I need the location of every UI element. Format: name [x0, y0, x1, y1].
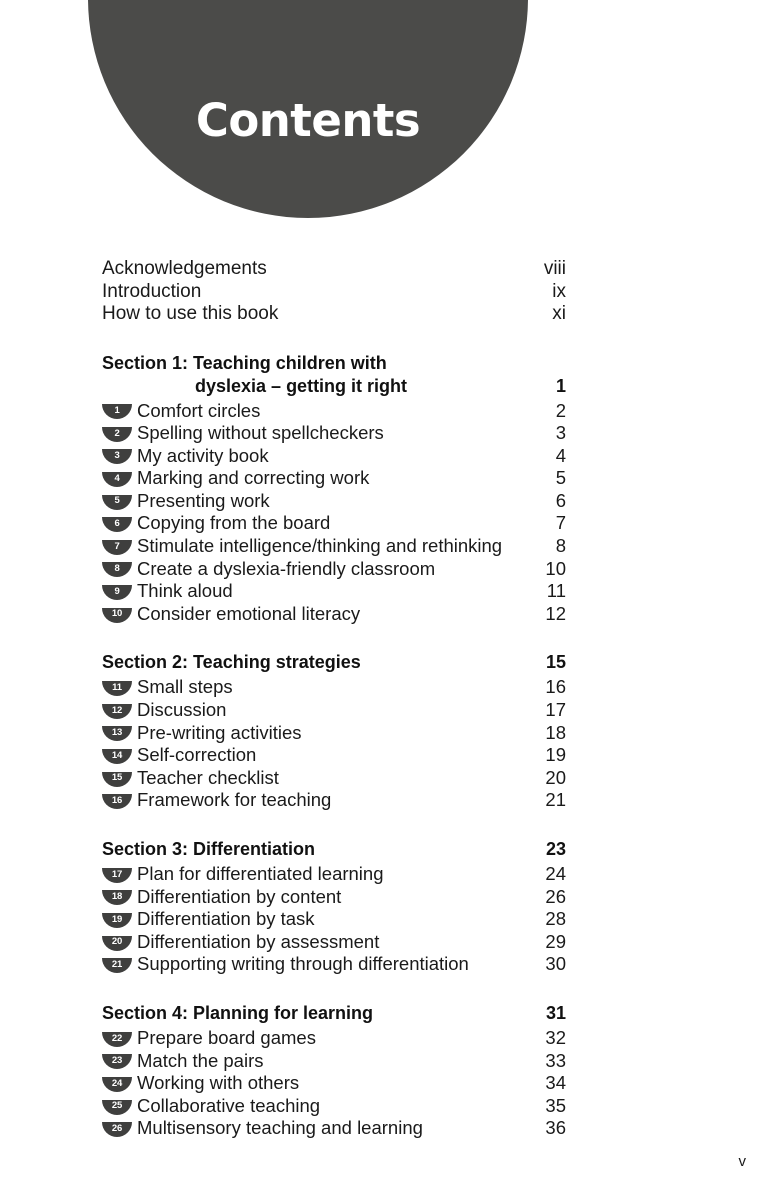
- toc-entry-label: Multisensory teaching and learning: [137, 1117, 423, 1139]
- front-matter-label: Introduction: [102, 280, 202, 302]
- toc-entry-label: Small steps: [137, 676, 233, 698]
- entry-number: 18: [111, 891, 123, 903]
- section-heading-line-1: Section 1: Teaching children with: [102, 352, 387, 373]
- section-heading-text: [102, 838, 536, 861]
- entry-number: 7: [114, 540, 120, 552]
- section-heading-line-1: Section 4: Planning for learning: [102, 1002, 374, 1023]
- toc-entry-label: Working with others: [137, 1072, 300, 1094]
- front-matter-row[interactable]: [102, 303, 566, 326]
- section-entries: [102, 676, 566, 812]
- entry-number-badge-icon: [102, 913, 132, 928]
- toc-entry-label: Self-correction: [137, 744, 257, 766]
- section-block: [102, 838, 566, 976]
- entry-number-badge-icon: [102, 608, 132, 623]
- entry-number: 2: [114, 427, 120, 439]
- toc-entry-row[interactable]: [102, 699, 566, 722]
- toc-entry-row[interactable]: [102, 603, 566, 626]
- toc-entry-row[interactable]: [102, 1072, 566, 1095]
- entry-number-badge-icon: [102, 958, 132, 973]
- toc-entry-row[interactable]: [102, 953, 566, 976]
- folio-page-number: v: [738, 1153, 746, 1170]
- entry-number-badge-icon: [102, 681, 132, 696]
- toc-entry-page-number: 11: [546, 580, 566, 602]
- toc-entry-row[interactable]: [102, 1027, 566, 1050]
- entry-number-badge-icon: [102, 1054, 132, 1069]
- toc-entry-page-number: 2: [555, 399, 566, 421]
- entry-number-badge-icon: [102, 772, 132, 787]
- section-entries: [102, 1027, 566, 1140]
- entry-number-badge-icon: [102, 1077, 132, 1092]
- section-page-number: 23: [545, 839, 566, 859]
- entry-number: 17: [111, 868, 123, 880]
- toc-entry-page-number: 7: [555, 512, 566, 534]
- entry-number: 11: [112, 681, 122, 693]
- section-heading-row[interactable]: [102, 651, 566, 674]
- section-block: [102, 1002, 566, 1140]
- contents-header-banner: [88, 0, 528, 218]
- entry-number: 9: [114, 585, 120, 597]
- entry-number: 13: [111, 727, 123, 739]
- toc-entry-label: Match the pairs: [137, 1049, 264, 1071]
- front-matter-list: [102, 258, 566, 326]
- section-page-number: 15: [545, 652, 566, 673]
- entry-number: 15: [111, 772, 123, 784]
- section-heading-line-2: dyslexia – getting it right: [195, 375, 408, 396]
- toc-entry-row[interactable]: [102, 744, 566, 767]
- front-matter-row[interactable]: [102, 258, 566, 281]
- toc-entry-page-number: 4: [555, 444, 566, 466]
- entry-number: 16: [111, 794, 123, 806]
- toc-entry-row[interactable]: [102, 931, 566, 954]
- toc-entry-label: Consider emotional literacy: [137, 602, 361, 624]
- toc-entry-row[interactable]: [102, 467, 566, 490]
- toc-entry-label: Plan for differentiated learning: [137, 863, 384, 884]
- entry-number: 20: [111, 936, 123, 948]
- toc-entry-page-number: 19: [545, 744, 566, 766]
- toc-entry-page-number: 26: [545, 885, 566, 907]
- section-page-number: 31: [545, 1002, 566, 1023]
- toc-entry-row[interactable]: [102, 676, 566, 699]
- toc-entry-row[interactable]: [102, 422, 566, 445]
- toc-entry-page-number: 12: [545, 602, 566, 624]
- section-heading-row[interactable]: [102, 1002, 566, 1025]
- front-matter-page-number: viii: [543, 258, 566, 279]
- section-page-number: 1: [555, 375, 566, 396]
- entry-number: 10: [111, 608, 123, 620]
- section-entries: [102, 400, 566, 626]
- toc-entry-page-number: 16: [545, 676, 566, 698]
- toc-entry-page-number: 21: [545, 789, 566, 811]
- toc-entry-page-number: 20: [545, 766, 566, 788]
- entry-number-badge-icon: [102, 562, 132, 577]
- section-heading-row[interactable]: [102, 838, 566, 861]
- toc-entry-page-number: 5: [555, 467, 566, 489]
- section-heading-line-1: Section 3: Differentiation: [102, 839, 316, 859]
- toc-entry-page-number: 34: [545, 1072, 566, 1094]
- toc-entry-label: Presenting work: [137, 489, 270, 511]
- entry-number-badge-icon: [102, 726, 132, 741]
- toc-entry-row[interactable]: [102, 767, 566, 790]
- toc-entry-page-number: 10: [545, 557, 566, 579]
- entry-number-badge-icon: [102, 495, 132, 510]
- toc-entry-label: Spelling without spellcheckers: [137, 422, 384, 444]
- page-title: Contents: [195, 94, 421, 147]
- entry-number: 26: [111, 1122, 123, 1134]
- entry-number-badge-icon: [102, 472, 132, 487]
- entry-number: 3: [114, 450, 120, 462]
- toc-entry-page-number: 8: [555, 535, 566, 557]
- section-block: [102, 352, 566, 626]
- sections-list: [102, 352, 566, 1140]
- section-heading-row[interactable]: [102, 352, 566, 398]
- toc-entry-row[interactable]: [102, 789, 566, 812]
- toc-entry-row[interactable]: [102, 1117, 566, 1140]
- toc-entry-row[interactable]: [102, 908, 566, 931]
- section-heading-text: [102, 1002, 536, 1025]
- toc-entry-label: Teacher checklist: [137, 766, 279, 788]
- entry-number-badge-icon: [102, 704, 132, 719]
- toc-entry-page-number: 28: [545, 908, 566, 930]
- entry-number-badge-icon: [102, 890, 132, 905]
- toc-entry-row[interactable]: [102, 558, 566, 581]
- toc-entry-page-number: 32: [545, 1026, 566, 1048]
- entry-number-badge-icon: [102, 404, 132, 419]
- toc-entry-row[interactable]: [102, 490, 566, 513]
- section-heading-text: [102, 352, 536, 398]
- toc-entry-row[interactable]: [102, 512, 566, 535]
- toc-entry-row[interactable]: [102, 1050, 566, 1073]
- toc-entry-page-number: 30: [545, 953, 566, 975]
- toc-entry-label: Marking and correcting work: [137, 467, 370, 489]
- entry-number: 5: [114, 495, 120, 507]
- toc-entry-row[interactable]: [102, 886, 566, 909]
- entry-number: 8: [114, 563, 120, 575]
- entry-number-badge-icon: [102, 936, 132, 951]
- entry-number-badge-icon: [102, 749, 132, 764]
- toc-entry-label: Stimulate intelligence/thinking and rethinking: [137, 535, 503, 557]
- entry-number: 22: [111, 1032, 123, 1044]
- toc-entry-page-number: 36: [545, 1117, 566, 1139]
- entry-number: 12: [111, 704, 123, 716]
- table-of-contents: [102, 258, 566, 1140]
- toc-entry-page-number: 24: [545, 863, 566, 884]
- toc-entry-label: Supporting writing through differentiation: [137, 953, 469, 975]
- entry-number-badge-icon: [102, 517, 132, 532]
- entry-number-badge-icon: [102, 1100, 132, 1115]
- toc-entry-label: Think aloud: [137, 580, 233, 602]
- toc-entry-label: Prepare board games: [137, 1026, 316, 1048]
- section-heading-line-1: Section 2: Teaching strategies: [102, 652, 361, 673]
- toc-entry-page-number: 29: [545, 930, 566, 952]
- toc-entry-label: Discussion: [137, 699, 227, 721]
- front-matter-page-number: xi: [552, 303, 566, 324]
- entry-number: 6: [114, 518, 120, 530]
- entry-number-badge-icon: [102, 540, 132, 555]
- toc-entry-label: Differentiation by assessment: [137, 930, 380, 952]
- entry-number-badge-icon: [102, 449, 132, 464]
- entry-number: 4: [114, 472, 120, 484]
- toc-entry-page-number: 3: [555, 422, 566, 444]
- toc-entry-label: Framework for teaching: [137, 789, 332, 811]
- entry-number-badge-icon: [102, 794, 132, 809]
- entry-number-badge-icon: [102, 868, 132, 883]
- toc-entry-label: Comfort circles: [137, 399, 261, 421]
- toc-entry-row[interactable]: [102, 535, 566, 558]
- entry-number-badge-icon: [102, 427, 132, 442]
- toc-entry-row[interactable]: [102, 445, 566, 468]
- entry-number-badge-icon: [102, 1032, 132, 1047]
- section-entries: [102, 863, 566, 976]
- entry-number: 23: [111, 1055, 123, 1067]
- toc-entry-label: Copying from the board: [137, 512, 331, 534]
- section-heading-text: [102, 651, 536, 674]
- toc-entry-page-number: 18: [545, 721, 566, 743]
- entry-number-badge-icon: [102, 1122, 132, 1137]
- toc-entry-label: Differentiation by content: [137, 885, 342, 907]
- toc-entry-label: My activity book: [137, 444, 269, 466]
- entry-number: 25: [111, 1100, 123, 1112]
- toc-entry-label: Collaborative teaching: [137, 1094, 321, 1116]
- entry-number: 21: [111, 958, 123, 970]
- toc-entry-page-number: 6: [555, 489, 566, 511]
- section-block: [102, 651, 566, 812]
- front-matter-row[interactable]: [102, 281, 566, 304]
- front-matter-page-number: ix: [552, 280, 566, 302]
- toc-entry-page-number: 35: [545, 1094, 566, 1116]
- toc-entry-label: Pre-writing activities: [137, 721, 302, 743]
- toc-entry-row[interactable]: [102, 722, 566, 745]
- entry-number: 19: [111, 913, 123, 925]
- entry-number: 14: [111, 749, 123, 761]
- front-matter-label: How to use this book: [102, 303, 279, 324]
- toc-entry-row[interactable]: [102, 400, 566, 423]
- toc-entry-row[interactable]: [102, 863, 566, 886]
- toc-entry-label: Create a dyslexia-friendly classroom: [137, 557, 436, 579]
- toc-entry-row[interactable]: [102, 1095, 566, 1118]
- toc-entry-page-number: 17: [545, 699, 566, 721]
- entry-number-badge-icon: [102, 585, 132, 600]
- entry-number: 24: [111, 1077, 123, 1089]
- toc-entry-row[interactable]: [102, 580, 566, 603]
- toc-entry-page-number: 33: [545, 1049, 566, 1071]
- toc-entry-label: Differentiation by task: [137, 908, 315, 930]
- entry-number: 1: [114, 405, 120, 417]
- front-matter-label: Acknowledgements: [102, 258, 267, 279]
